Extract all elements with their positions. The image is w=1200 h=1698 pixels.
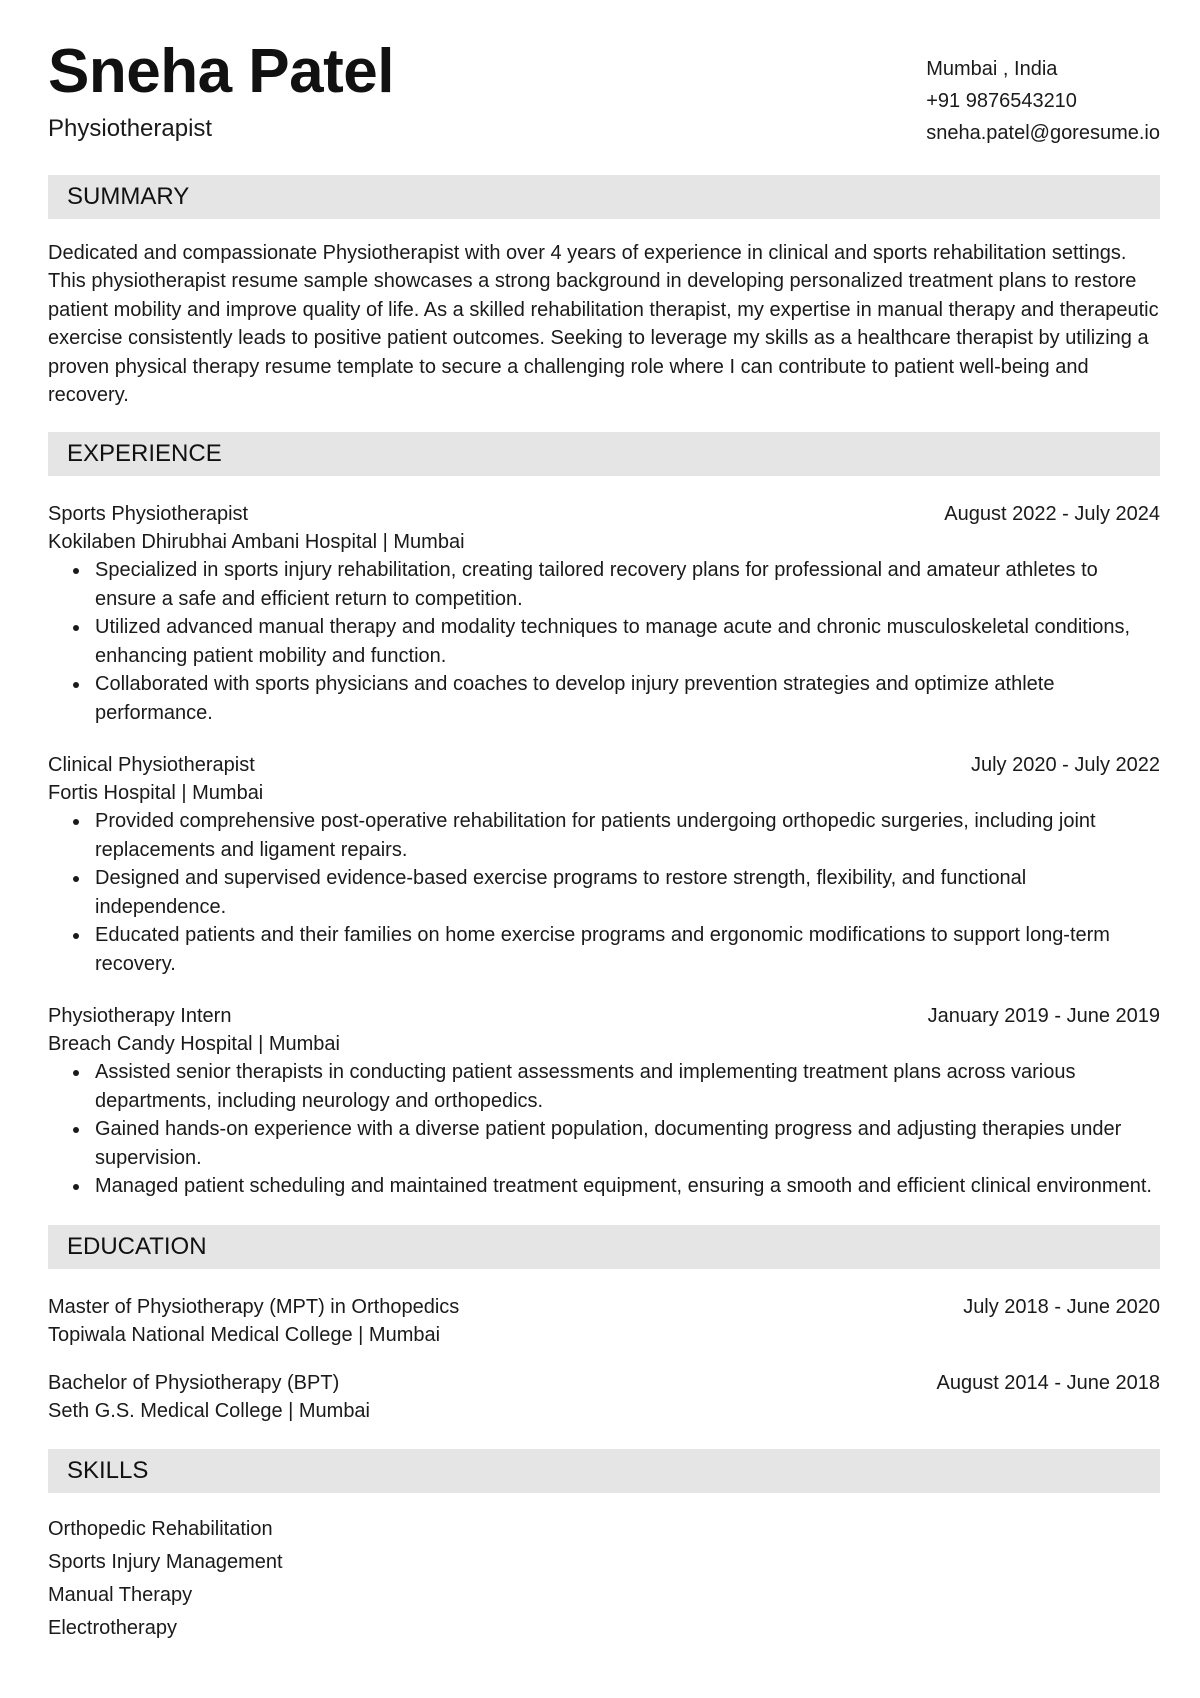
contact-block: [926, 53, 1160, 149]
education-school: Topiwala National Medical College | Mumbai: [48, 1323, 441, 1346]
job-bullet: Assisted senior therapists in conducting patient assessments and implementing treatment plans across various departments, including neurology and orthopedics.: [95, 1058, 1160, 1115]
job-bullet: Collaborated with sports physicians and coaches to develop injury prevention strategies and optimize athlete performance.: [95, 670, 1160, 727]
candidate-title: Physiotherapist: [48, 115, 213, 142]
skill-item: Electrotherapy: [48, 1616, 177, 1639]
education-degree: Master of Physiotherapy (MPT) in Orthopedics: [48, 1295, 460, 1318]
skill-item: Orthopedic Rehabilitation: [48, 1517, 273, 1540]
job-bullet: Educated patients and their families on home exercise programs and ergonomic modifications to support long-term recovery.: [95, 921, 1160, 978]
job-organization: Breach Candy Hospital | Mumbai: [48, 1033, 340, 1056]
contact-email: sneha.patel@goresume.io: [926, 122, 1160, 144]
job-bullet: Managed patient scheduling and maintained treatment equipment, ensuring a smooth and efficient clinical environment.: [95, 1172, 1160, 1201]
job-bullets: [48, 556, 1160, 727]
education-item: [48, 1293, 1160, 1349]
job-bullet: Utilized advanced manual therapy and modality techniques to manage acute and chronic musculoskeletal conditions, enhancing patient mobility and function.: [95, 613, 1160, 670]
job-role: Physiotherapy Intern: [48, 1005, 232, 1028]
job-bullets: [48, 807, 1160, 978]
education-item: [48, 1369, 1160, 1425]
summary-text: Dedicated and compassionate Physiotherapist with over 4 years of experience in clinical and sports rehabilitation settings. This physiotherapist resume sample showcases a strong background in developing personalized treatment plans to restore patient mobility and improve quality of life. As a skilled rehabilitation therapist, my expertise in manual therapy and therapeutic exercise consistently leads to positive patient outcomes. Seeking to leverage my skills as a healthcare therapist by utilizing a proven physical therapy resume template to secure a challenging role where I can contribute to patient well-being and recovery.: [48, 242, 1159, 407]
education-degree: Bachelor of Physiotherapy (BPT): [48, 1371, 340, 1394]
contact-location: Mumbai , India: [926, 58, 1058, 80]
job-organization: Fortis Hospital | Mumbai: [48, 782, 264, 805]
job-role: Sports Physiotherapist: [48, 503, 249, 526]
job-role: Clinical Physiotherapist: [48, 754, 255, 777]
experience-item: [48, 1002, 1160, 1201]
job-dates: August 2022 - July 2024: [944, 503, 1160, 526]
resume-header: [48, 0, 1160, 175]
job-bullet: Provided comprehensive post-operative rehabilitation for patients undergoing orthopedic surgeries, including joint replacements and ligament repairs.: [95, 807, 1160, 864]
skills-heading: SKILLS: [48, 1449, 1160, 1493]
skills-list: [48, 1513, 1160, 1645]
experience-heading: EXPERIENCE: [48, 432, 1160, 476]
skill-item: Manual Therapy: [48, 1583, 193, 1606]
skill-item: Sports Injury Management: [48, 1550, 283, 1573]
education-school: Seth G.S. Medical College | Mumbai: [48, 1399, 371, 1422]
education-dates: July 2018 - June 2020: [963, 1295, 1160, 1318]
resume-page: [48, 0, 1160, 1645]
job-bullet: Designed and supervised evidence-based exercise programs to restore strength, flexibility, and functional independence.: [95, 864, 1160, 921]
job-bullet: Gained hands-on experience with a diverse patient population, documenting progress and adjusting therapies under supervision.: [95, 1115, 1160, 1172]
education-dates: August 2014 - June 2018: [936, 1371, 1160, 1394]
job-bullets: [48, 1058, 1160, 1201]
candidate-name: Sneha Patel: [48, 37, 394, 106]
job-organization: Kokilaben Dhirubhai Ambani Hospital | Mumbai: [48, 531, 465, 554]
job-bullet: Specialized in sports injury rehabilitation, creating tailored recovery plans for professional and amateur athletes to ensure a safe and efficient return to competition.: [95, 556, 1160, 613]
summary-heading: SUMMARY: [48, 175, 1160, 219]
education-heading: EDUCATION: [48, 1225, 1160, 1269]
contact-phone: +91 9876543210: [926, 90, 1077, 112]
experience-item: [48, 751, 1160, 978]
job-dates: July 2020 - July 2022: [970, 754, 1160, 777]
job-dates: January 2019 - June 2019: [927, 1005, 1160, 1028]
experience-item: [48, 500, 1160, 727]
